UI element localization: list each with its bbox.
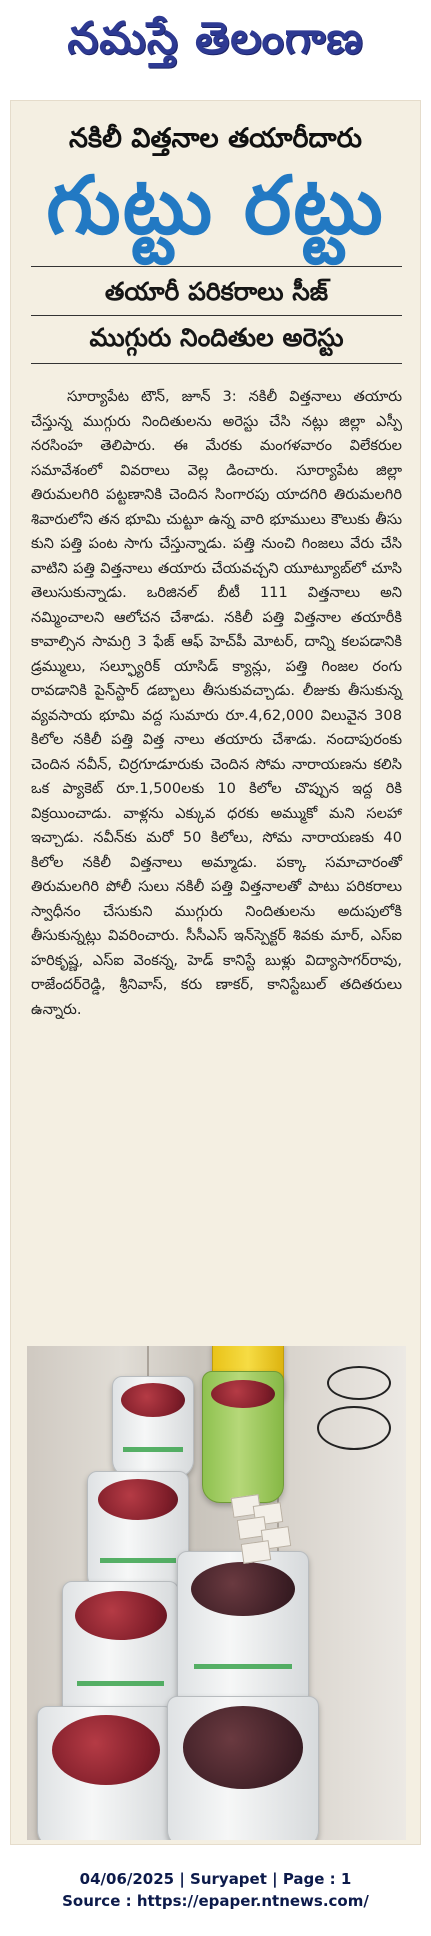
article-kicker: నకిలీ విత్తనాల తయారీదారు xyxy=(69,123,362,154)
newspaper-logo: నమస్తే తెలంగాణ xyxy=(67,13,364,64)
news-clipping xyxy=(10,100,421,1845)
masthead xyxy=(0,0,431,88)
seed-bag xyxy=(112,1376,194,1478)
divider xyxy=(31,315,402,316)
divider xyxy=(31,266,402,267)
seed-bag xyxy=(37,1706,174,1840)
article-headline: గుట్టు రట్టు xyxy=(46,159,385,252)
source-link[interactable]: Source : https://epaper.ntnews.com/ xyxy=(62,1892,369,1910)
article-body xyxy=(31,385,402,1022)
publication-info: 04/06/2025 | Suryapet | Page : 1 xyxy=(79,1870,352,1888)
article-paragraph: సూర్యాపేట టౌన్, జూన్ 3: నకిలీ విత్తనాలు తయారు చేస్తున్న ముగ్గురు నిందితులను అరెస్టు చేసి నట్లు జిల్లా ఎస్పీ నరసింహ తెలిపారు. ఈ మేరకు మంగళవారం విలేకరుల సమావేశంలో వివరాలు వెల్ల డించారు. సూర్యాపేట జిల్లా తిరుమలగిరి పట్టణానికి చెందిన సింగారపు యాదగిరి తిరుమలగిరి శివారులోని తన భూమి చుట్టూ ఉన్న వారి భూములు కౌలుకు తీసు కుని పత్తి పంట సాగు చేస్తున్నాడు. పత్తి నుంచి గింజలు వేరు చేసి వాటిని పత్తి విత్తనాలు తయారు చేయవచ్చని యూట్యూబ్‌లో చూసి తెలుసుకున్నాడు. ఒరిజినల్ బీటీ 111 విత్తనాలు అని నమ్మించాలని ఆలోచన చేశాడు. నకిలీ పత్తి విత్తనాల తయారీకి కావాల్సిన సామగ్రి 3 ఫేజ్ ఆఫ్ హెచ్‌పీ మోటర్, దాన్ని కలపడానికి డ్రమ్ములు, సల్ఫ్యూరిక్ యాసిడ్ క్యాన్లు, పత్తి గింజల రంగు రావడానికి పైన్‌స్టార్ డబ్బాలు తీసుకువచ్చాడు. లీజుకు తీసుకున్న వ్యవసాయ భూమి వద్ద సుమారు రూ.4,62,000 విలువైన 308 కిలోల నకిలీ పత్తి విత్త నాలు తయారు చేశాడు. నందాపురంకు చెందిన నవీన్, చిర్రగూడూరుకు చెందిన సోమ నారాయణను కలిసి ఒక ప్యాకెట్ రూ.1,500లకు 10 కిలోల చొప్పున ఇద్ద రికి విక్రయించాడు. వాళ్లను ఎక్కువ ధరకు అమ్ముకో మని సలహా ఇచ్చాడు. నవీన్‌కు మరో 50 కిలోలు, సోమ నారాయణకు 40 కిలోల నకిలీ విత్తనాలు అమ్మాడు. పక్కా సమాచారంతో తిరుమలగిరి పోలీ సులు నకిలీ పత్తి విత్తనాలతో పాటు పరికరాలు స్వాధీనం చేసుకుని ముగ్గురు నిందితులను అదుపులోకి తీసుకున్నట్లు వివరించారు. సీసీఎస్ ఇన్‌స్పెక్టర్ శివకు మార్, ఎస్‌ఐ హరికృష్ణ, ఎస్‌ఐ వెంకన్న, హెడ్ కానిస్టే బుళ్లు విద్యాసాగర్‌రావు, రాజేందర్‌రెడ్డి, శ్రీనివాస్, కరు ణాకర్, కానిస్టేబుల్ తదితరులు ఉన్నారు. xyxy=(31,388,402,1018)
divider xyxy=(31,363,402,364)
seized-seed-bags-photo xyxy=(27,1346,406,1840)
seed-bag xyxy=(87,1471,189,1593)
cable xyxy=(317,1406,391,1450)
seed-bag xyxy=(167,1696,319,1840)
seed-bag xyxy=(177,1551,309,1713)
subheadline-2: ముగ్గురు నిందితుల అరెస్టు xyxy=(89,323,344,352)
page-footer xyxy=(0,1868,431,1912)
cable xyxy=(327,1366,391,1400)
green-seed-bag xyxy=(202,1371,284,1503)
subheadline-1: తయారీ పరికరాలు సీజ్ xyxy=(104,277,329,306)
